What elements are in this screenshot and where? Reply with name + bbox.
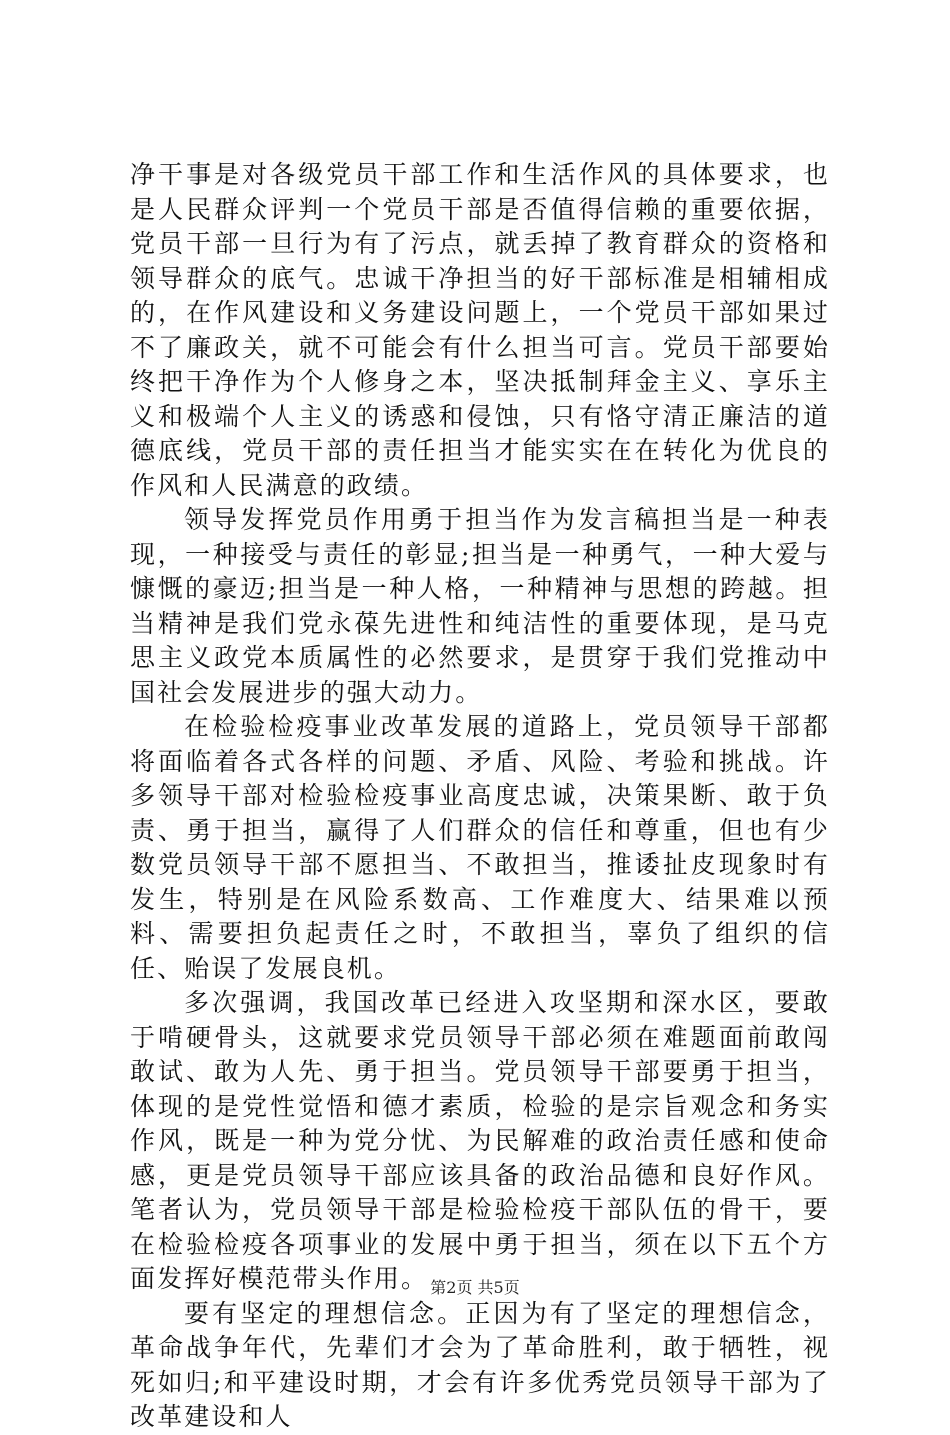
document-body — [130, 158, 830, 1435]
paragraph-5: 要有坚定的理想信念。正因为有了坚定的理想信念，革命战争年代，先辈们才会为了革命胜利，敢于牺牲，视死如归;和平建设时期，才会有许多优秀党员领导干部为了改革建设和人 — [130, 1298, 830, 1431]
page-footer: 第2页 共5页 — [430, 1278, 520, 1297]
paragraph-3: 在检验检疫事业改革发展的道路上，党员领导干部都将面临着各式各样的问题、矛盾、风险、考验和挑战。许多领导干部对检验检疫事业高度忠诚，决策果断、敢于负责、勇于担当，赢得了人们群众的信任和尊重，但也有少数党员领导干部不愿担当、不敢担当，推诿扯皮现象时有发生，特别是在风险系数高、工作难度大、结果难以预料、需要担负起责任之时，不敢担当，辜负了组织的信任、贻误了发展良机。 — [130, 712, 830, 983]
paragraph-2: 领导发挥党员作用勇于担当作为发言稿担当是一种表现，一种接受与责任的彰显;担当是一种勇气，一种大爱与慷慨的豪迈;担当是一种人格，一种精神与思想的跨越。担当精神是我们党永葆先进性和纯洁性的重要体现，是马克思主义政党本质属性的必然要求，是贯穿于我们党推动中国社会发展进步的强大动力。 — [130, 505, 830, 707]
paragraph-4: 多次强调，我国改革已经进入攻坚期和深水区，要敢于啃硬骨头，这就要求党员领导干部必须在难题面前敢闯敢试、敢为人先、勇于担当。党员领导干部要勇于担当，体现的是党性觉悟和德才素质，检验的是宗旨观念和务实作风，既是一种为党分忧、为民解难的政治责任感和使命感，更是党员领导干部应该具备的政治品德和良好作风。笔者认为，党员领导干部是检验检疫干部队伍的骨干，要在检验检疫各项事业的发展中勇于担当，须在以下五个方面发挥好模范带头作用。 — [130, 988, 830, 1293]
paragraph-1: 净干事是对各级党员干部工作和生活作风的具体要求，也是人民群众评判一个党员干部是否值得信赖的重要依据，党员干部一旦行为有了污点，就丢掉了教育群众的资格和领导群众的底气。忠诚干净担当的好干部标准是相辅相成的，在作风建设和义务建设问题上，一个党员干部如果过不了廉政关，就不可能会有什么担当可言。党员干部要始终把干净作为个人修身之本，坚决抵制拜金主义、享乐主义和极端个人主义的诱惑和侵蚀，只有恪守清正廉洁的道德底线，党员干部的责任担当才能实实在在转化为优良的作风和人民满意的政绩。 — [130, 160, 830, 500]
